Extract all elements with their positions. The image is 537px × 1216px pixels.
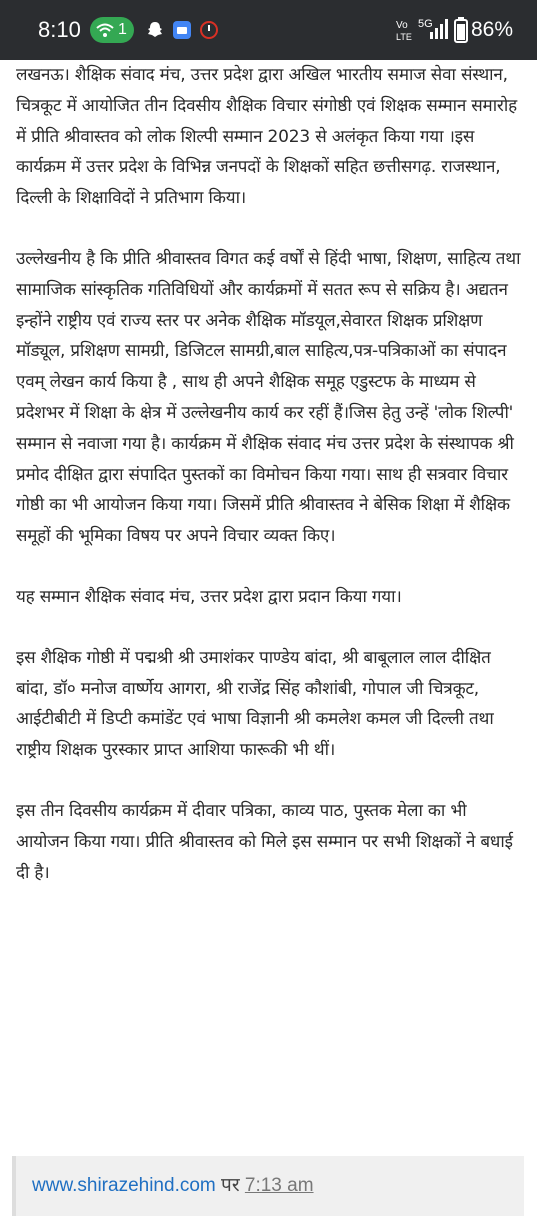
battery-icon [454,17,468,43]
volte-icon [395,17,413,43]
footer-separator: पर [221,1175,240,1196]
site-link[interactable]: www.shirazehind.com [32,1175,216,1196]
article-paragraph: इस शैक्षिक गोष्ठी में पद्मश्री श्री उमाशंकर पाण्डेय बांदा, श्री बाबूलाल लाल दीक्षित बांदा, डॉ० मनोज वार्ष्णेय आगरा, श्री राजेंद्र सिंह कौशांबी, गोपाल जी चित्रकूट, आईटीबीटी में डिप्टी कमांडेंट एवं भाषा विज्ञानी श्री कमलेश कमल जी दिल्ली तथा राष्ट्रीय शिक्षक पुरस्कार प्राप्त आशिया फारूकी भी थीं। [16,647,494,761]
article-body [16,60,522,918]
article-paragraph: इस तीन दिवसीय कार्यक्रम में दीवार पत्रिका, काव्य पाठ, पुस्तक मेला का भी आयोजन किया गया। प्रीति श्रीवास्तव को मिले इस सम्मान पर सभी शिक्षकों ने बधाई दी है। [16,800,513,883]
wifi-hotspot-indicator [90,17,134,43]
article-paragraph: यह सम्मान शैक्षिक संवाद मंच, उत्तर प्रदेश द्वारा प्रदान किया गया। [16,586,402,607]
svg-text:LTE: LTE [396,32,412,42]
post-meta [32,1174,314,1198]
post-footer [12,1156,524,1216]
status-time: 8:10 [38,17,81,42]
notification-icon [199,20,219,40]
article-paragraph: उल्लेखनीय है कि प्रीति श्रीवास्तव विगत कई वर्षों से हिंदी भाषा, शिक्षण, साहित्य तथा सामाजिक सांस्कृतिक गतिविधियों और कार्यक्रमों में सतत रूप से सक्रिय है। अद्यतन इन्होंने राष्ट्रीय एवं राज्य स्तर पर अनेक शैक्षिक मॉडयूल,सेवारत शिक्षक प्रशिक्षण मॉड्यूल, प्रशिक्षण सामग्री, डिजिटल सामग्री,बाल साहित्य,पत्र-पत्रिकाओं का संपादन एवम् लेखन कार्य किया है , साथ ही अपने शैक्षिक समूह एडुस्टफ के माध्यम से प्रदेशभर में शिक्षा के क्षेत्र में उल्लेखनीय कार्य कर रहीं हैं।जिस हेतु उन्हें 'लोक शिल्पी' सम्मान से नवाजा गया है। कार्यक्रम में शैक्षिक संवाद मंच उत्तर प्रदेश के संस्थापक श्री प्रमोद दीक्षित द्वारा संपादित पुस्तकों का विमोचन किया गया। साथ ही सत्रवार विचार गोष्ठी का भी आयोजन किया गया। जिसमें प्रीति श्रीवास्तव ने बेसिक शिक्षा में शैक्षिक समूहों की भूमिका विषय पर अपने विचार व्यक्त किए। [16,248,521,547]
wifi-count: 1 [118,21,127,38]
post-time-link[interactable]: 7:13 am [244,1175,314,1196]
article-paragraph: लखनऊ। शैक्षिक संवाद मंच, उत्तर प्रदेश द्वारा अखिल भारतीय समाज सेवा संस्थान, चित्रकूट में आयोजित तीन दिवसीय शैक्षिक विचार संगोष्ठी एवं शिक्षक सम्मान समारोह में प्रीति श्रीवास्तव को लोक शिल्पी सम्मान 2023 से अलंकृत किया गया ।इस कार्यक्रम में उत्तर प्रदेश के विभिन्न जनपदों के शिक्षकों सहित छत्तीसगढ़. राजस्थान, दिल्ली के शिक्षाविदों ने प्रतिभाग किया। [16,65,517,209]
wifi-hotspot-icon [95,21,115,39]
status-bar [0,0,537,60]
snapchat-icon [145,20,165,40]
svg-text:5G: 5G [418,18,433,30]
signal-icon [416,16,450,42]
battery-percentage: 86% [471,18,514,41]
svg-text:Vo: Vo [396,20,408,31]
app-icon [172,20,192,40]
